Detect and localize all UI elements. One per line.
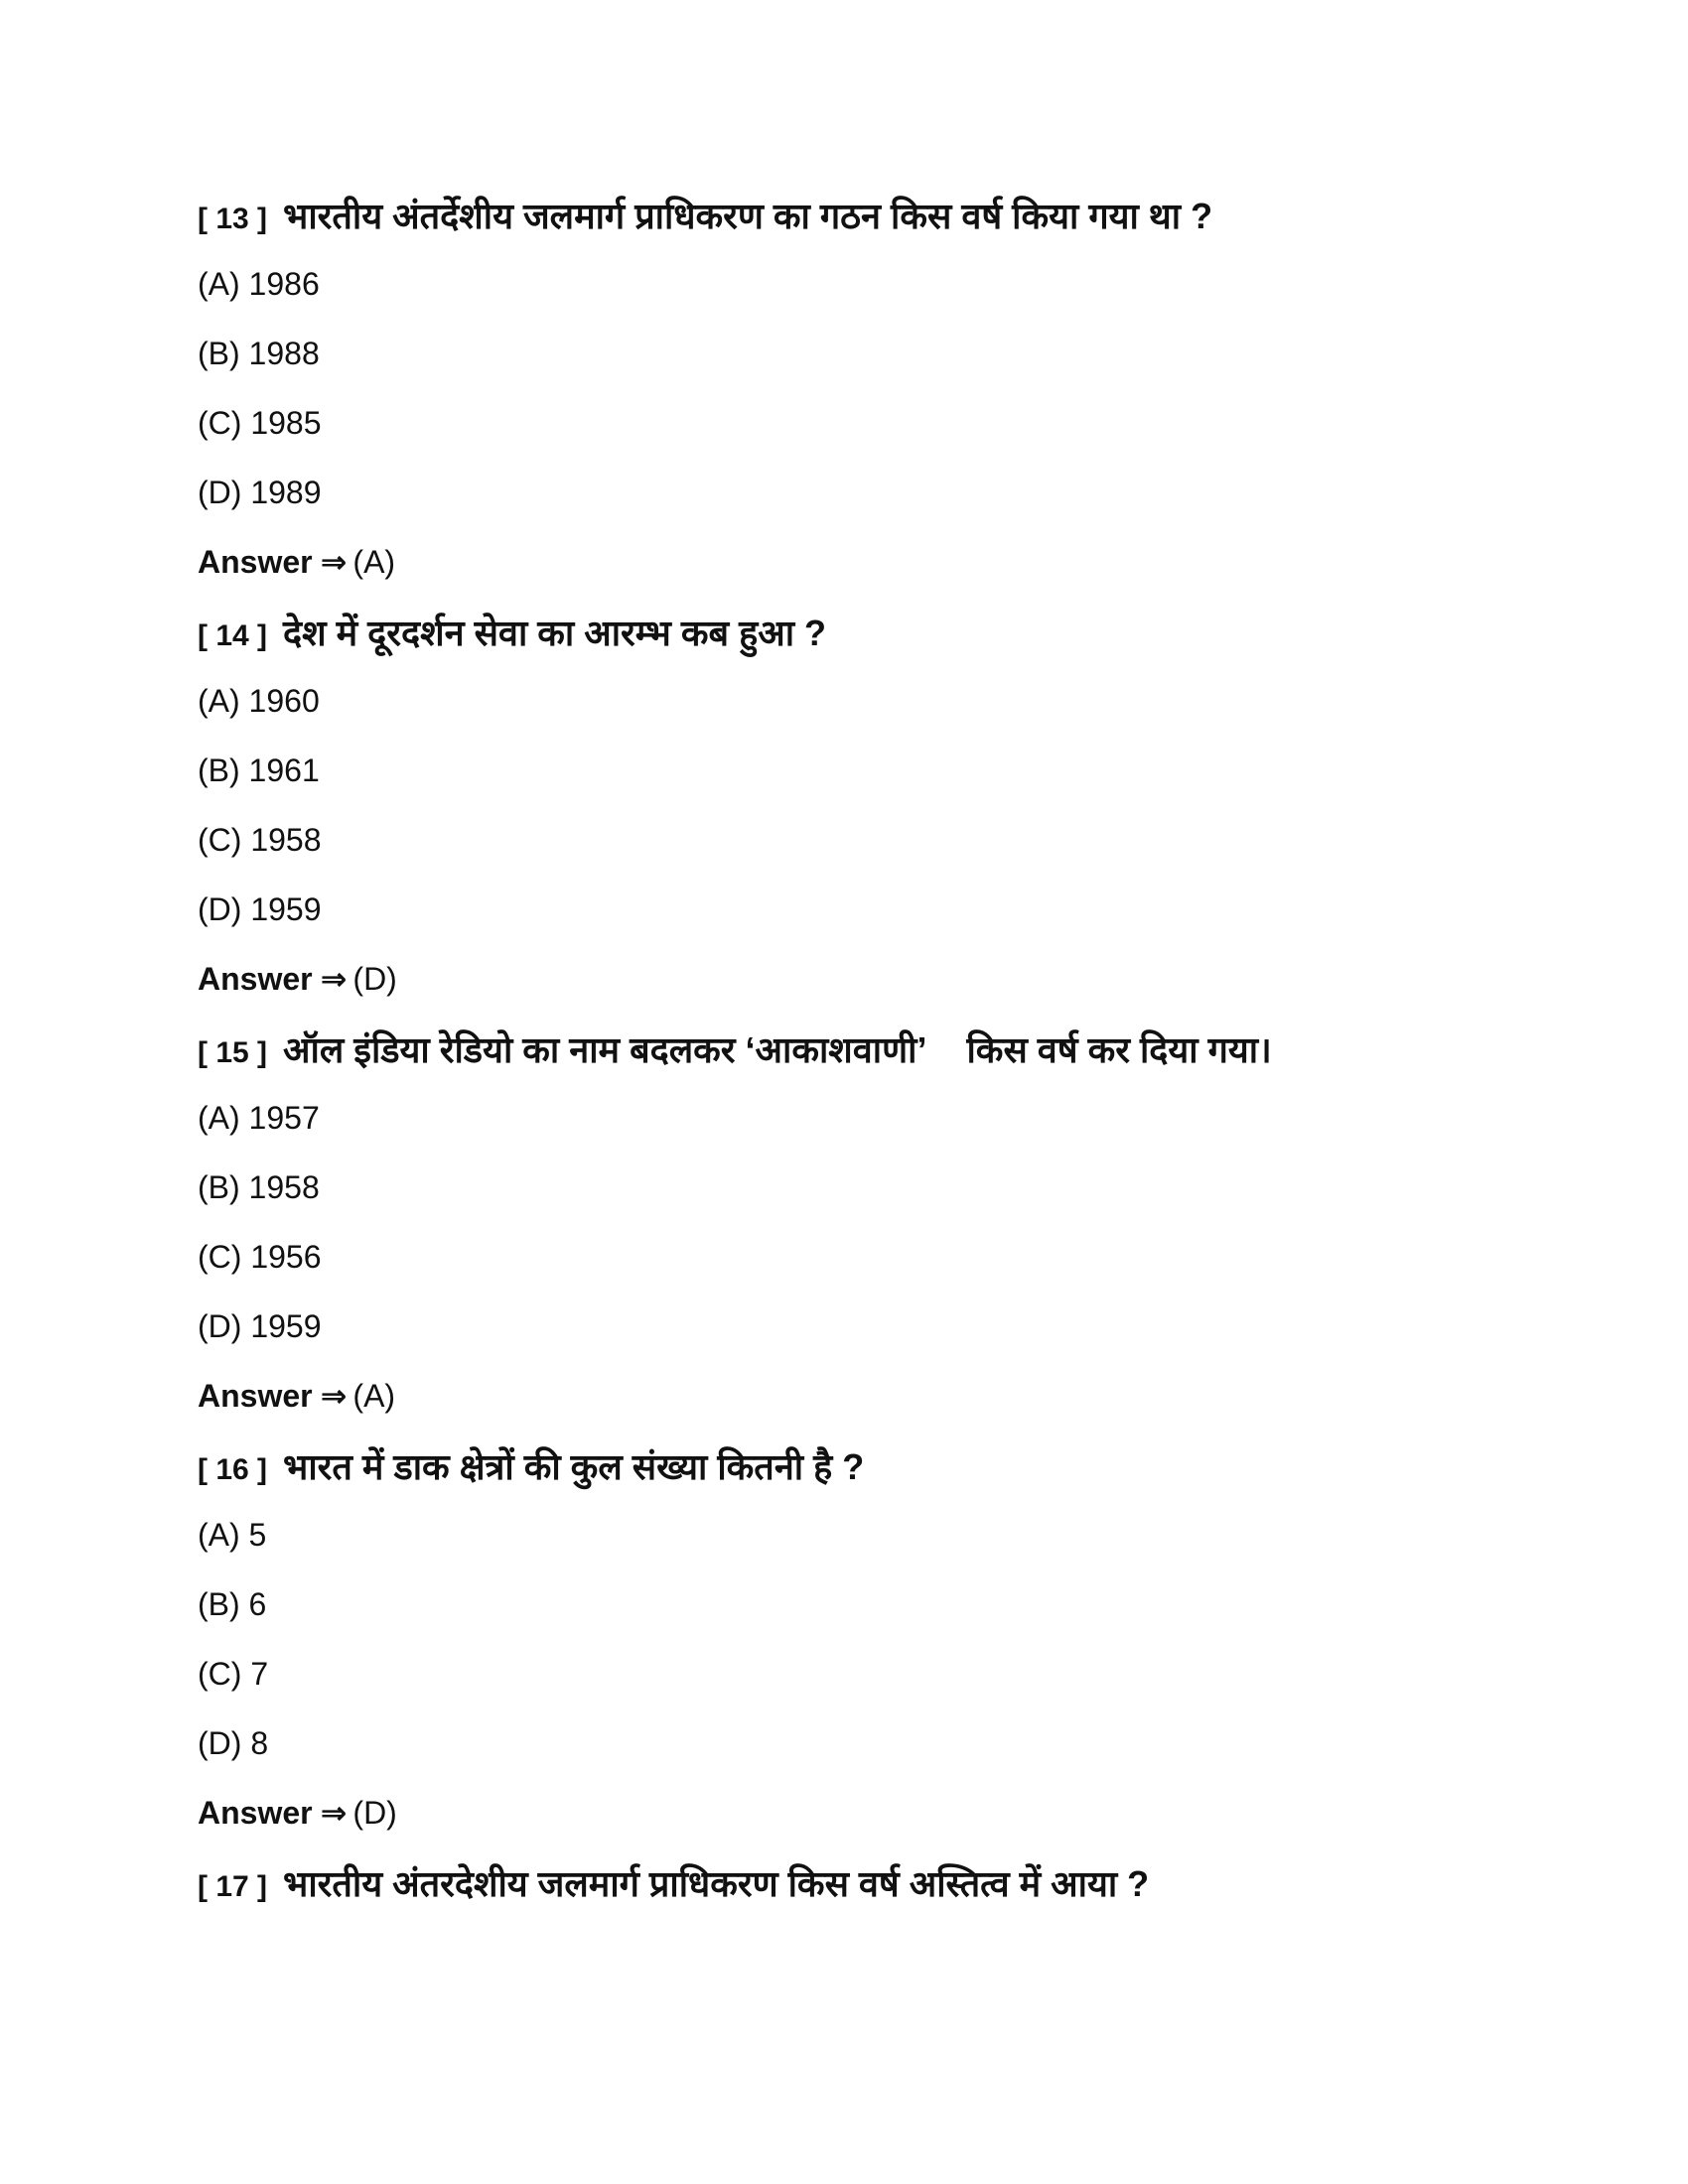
question-number: [ 15 ] [198, 1036, 268, 1069]
answer-line [198, 959, 1488, 999]
question-number: [ 16 ] [198, 1453, 268, 1486]
arrow-icon: ⇒ [320, 1795, 348, 1831]
answer-value: (A) [352, 1378, 396, 1414]
question-text: भारत में डाक क्षेत्रों की कुल संख्या कितनी है ? [283, 1446, 865, 1487]
question-16 [198, 1445, 1488, 1489]
option-c: (C) 1958 [198, 822, 322, 858]
question-number: [ 14 ] [198, 619, 268, 652]
answer-label: Answer [198, 961, 313, 997]
question-13 [198, 195, 1488, 238]
option-d: (D) 1989 [198, 475, 322, 510]
option-a: (A) 1957 [198, 1100, 320, 1136]
document-page [198, 195, 1488, 1932]
option-b: (B) 6 [198, 1586, 267, 1622]
question-text-part2: किस वर्ष कर दिया गया। [966, 1029, 1272, 1070]
option-d: (D) 8 [198, 1725, 269, 1761]
option-a: (A) 1960 [198, 683, 320, 719]
question-text: देश में दूरदर्शन सेवा का आरम्भ कब हुआ ? [283, 613, 826, 653]
answer-value: (D) [352, 1795, 397, 1831]
question-number: [ 13 ] [198, 203, 268, 235]
option-d: (D) 1959 [198, 891, 322, 927]
question-14 [198, 612, 1488, 655]
question-text: भारतीय अंतर्देशीय जलमार्ग प्राधिकरण का गठन किस वर्ष किया गया था ? [283, 196, 1213, 236]
answer-label: Answer [198, 544, 313, 580]
option-b: (B) 1958 [198, 1169, 320, 1205]
arrow-icon: ⇒ [320, 1378, 348, 1414]
answer-value: (A) [352, 544, 396, 580]
option-a: (A) 1986 [198, 266, 320, 302]
option-c: (C) 1985 [198, 405, 322, 441]
answer-label: Answer [198, 1795, 313, 1831]
question-number: [ 17 ] [198, 1870, 268, 1903]
answer-label: Answer [198, 1378, 313, 1414]
option-c: (C) 1956 [198, 1239, 322, 1275]
answer-line [198, 1376, 1488, 1416]
question-text: भारतीय अंतरदेशीय जलमार्ग प्राधिकरण किस वर्ष अस्तित्व में आया ? [283, 1863, 1150, 1904]
option-c: (C) 7 [198, 1656, 269, 1692]
option-b: (B) 1988 [198, 336, 320, 371]
question-text-part1: ऑल इंडिया रेडियो का नाम बदलकर ‘आकाशवाणी’ [283, 1029, 927, 1070]
option-d: (D) 1959 [198, 1308, 322, 1344]
option-b: (B) 1961 [198, 752, 320, 788]
answer-line [198, 542, 1488, 582]
question-15 [198, 1028, 1488, 1072]
option-a: (A) 5 [198, 1517, 267, 1553]
arrow-icon: ⇒ [320, 961, 348, 997]
question-17 [198, 1862, 1488, 1906]
arrow-icon: ⇒ [320, 544, 348, 580]
answer-value: (D) [352, 961, 397, 997]
answer-line [198, 1793, 1488, 1833]
